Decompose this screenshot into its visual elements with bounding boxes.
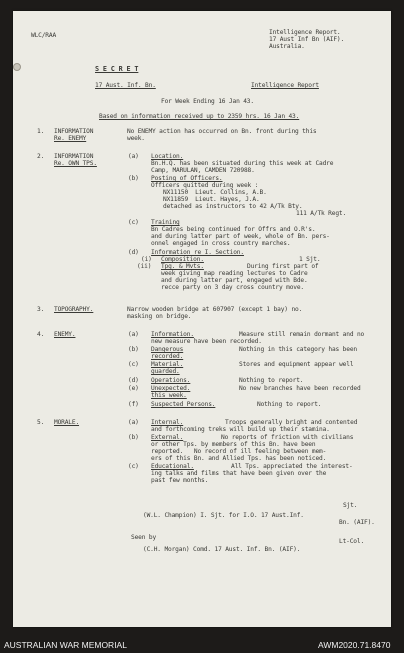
item-label: (b) (128, 346, 139, 353)
item-text: or other Tps. by members of this Bn. have been (151, 441, 316, 448)
item-title: Information. (151, 331, 194, 338)
item-label: (c) (128, 361, 139, 368)
item-title: Dangerous (151, 346, 184, 353)
subitem-title: Composition. (161, 256, 204, 263)
section-number: 5. (37, 419, 45, 426)
archive-footer (0, 637, 404, 653)
week-ending: For Week Ending 16 Jan 43. (161, 98, 254, 105)
section-number: 2. (37, 153, 45, 160)
item-text: Bn Cadres being continued for Offrs and O.R's. (151, 226, 316, 233)
section-heading: MORALE. (54, 419, 80, 426)
section-heading: TOPOGRAPHY. (54, 306, 94, 313)
subitem-label: (i) (141, 256, 152, 263)
item-label: (a) (128, 331, 139, 338)
signature-line: Bn. (AIF). (339, 519, 375, 526)
section-body: masking on bridge. (127, 313, 192, 320)
item-text: No reports of friction with civilians (221, 434, 354, 441)
item-text: Stores and equipment appear well (239, 361, 354, 368)
item-text: Camp, MARULAN, CAMDEN 720988. (151, 167, 255, 174)
item-text: recorded. (151, 353, 184, 360)
item-text: 111 A/Tk Regt. (296, 210, 347, 217)
item-title: Unexpected. (151, 385, 191, 392)
item-title: Location. (151, 153, 184, 160)
section-heading: Re. OWN TPS. (54, 160, 97, 167)
header-line-3: Australia. (269, 43, 305, 50)
item-text: new measure have been recorded. (151, 338, 262, 345)
item-title: Operations. (151, 377, 191, 384)
item-label: (a) (128, 419, 139, 426)
section-number: 3. (37, 306, 45, 313)
item-title: Training (151, 219, 180, 226)
punch-hole (13, 63, 21, 71)
section-heading: INFORMATION (54, 128, 94, 135)
item-text: Nothing to report. (239, 377, 304, 384)
subitem-title: Tpg. & Mvts. (161, 263, 204, 270)
section-number: 1. (37, 128, 45, 135)
item-label: (d) (128, 377, 139, 384)
section-body: week. (127, 135, 145, 142)
item-title: Internal. (151, 419, 184, 426)
archive-reference: AWM2020.71.8470 (318, 640, 391, 650)
item-label: (e) (128, 385, 139, 392)
subitem-text: During first part of (247, 263, 319, 270)
based-on-line: Based on information received up to 2359 hrs. 16 Jan 43. (99, 113, 300, 120)
item-text: detached as instructors to 42 A/Tk Bty. (163, 203, 303, 210)
item-text: All Tps. appreciated the interest- (231, 463, 353, 470)
item-label: (c) (128, 219, 139, 226)
item-label: (f) (128, 401, 139, 408)
item-text: ers of this Bn. and Allied Tps. has been noticed. (151, 455, 327, 462)
item-text: Troops generally bright and contented (225, 419, 358, 426)
section-heading: ENEMY. (54, 331, 76, 338)
unit-title: 17 Aust. Inf. Bn. (95, 82, 156, 89)
item-label: (c) (128, 463, 139, 470)
item-label: (d) (128, 249, 139, 256)
item-text: NX11859 Lieut. Hayes, J.A. (163, 196, 260, 203)
item-text: and forthcoming treks will build up their stamina. (151, 426, 330, 433)
subitem-text: week giving map reading lectures to Cadre (161, 270, 308, 277)
item-text: past few months. (151, 477, 209, 484)
report-title: Intelligence Report (251, 82, 319, 89)
section-number: 4. (37, 331, 45, 338)
item-text: ing talks and films that have been given over the (151, 470, 327, 477)
section-heading: INFORMATION (54, 153, 94, 160)
item-label: (a) (128, 153, 139, 160)
item-text: reported. No record of ill feeling between mem- (151, 448, 327, 455)
item-text: Bn.H.Q. has been situated during this week at Cadre (151, 160, 334, 167)
item-text: this week. (151, 392, 187, 399)
header-line-2: 17 Aust Inf Bn (AIF). (269, 36, 345, 43)
section-body: Narrow wooden bridge at 607907 (except 1 bay) no. (127, 306, 303, 313)
item-text: Nothing in this category has been (239, 346, 357, 353)
subitem-label: (ii) (137, 263, 152, 270)
signature-line: (W.L. Champion) I. Sjt. for I.O. 17 Aust.Inf. (143, 512, 304, 519)
item-text: guarded. (151, 368, 180, 375)
item-title: Posting of Officers. (151, 175, 223, 182)
item-title: Suspected Persons. (151, 401, 216, 408)
item-title: Material. (151, 361, 184, 368)
item-text: Measure still remain dormant and no (239, 331, 365, 338)
item-text: Nothing to report. (257, 401, 322, 408)
item-label: (b) (128, 434, 139, 441)
archive-name: AUSTRALIAN WAR MEMORIAL (4, 640, 127, 650)
subitem-value: 1 Sjt. (299, 256, 321, 263)
item-title: Information re I. Section. (151, 249, 244, 256)
section-body: No ENEMY action has occurred on Bn. front during this (127, 128, 317, 135)
item-title: Educational. (151, 463, 194, 470)
ref-code: WLC/RAA (31, 32, 57, 39)
item-label: (b) (128, 175, 139, 182)
document-page (13, 11, 391, 627)
section-heading: Re. ENEMY (54, 135, 87, 142)
seen-by-label: Seen by (131, 534, 157, 541)
item-text: NX11150 Lieut. Collins, A.B. (163, 189, 267, 196)
item-title: External. (151, 434, 184, 441)
subitem-text: recce party on 3 day cross country move. (161, 284, 305, 291)
signature-rank: Sjt. (343, 502, 358, 509)
item-text: and during latter part of week, whole of Bn. pers- (151, 233, 330, 240)
signature-line: (C.H. Morgan) Comd. 17 Aust. Inf. Bn. (AIF). (143, 546, 301, 553)
subitem-text: and during latter part, engaged with Bde. (161, 277, 308, 284)
secret-marking: S E C R E T (95, 65, 139, 73)
item-text: Officers quitted during week : (151, 182, 259, 189)
signature-rank: Lt-Col. (339, 538, 365, 545)
item-text: No new branches have been recorded (239, 385, 361, 392)
item-text: onnel engaged in cross country marches. (151, 240, 291, 247)
header-line-1: Intelligence Report. (269, 29, 341, 36)
